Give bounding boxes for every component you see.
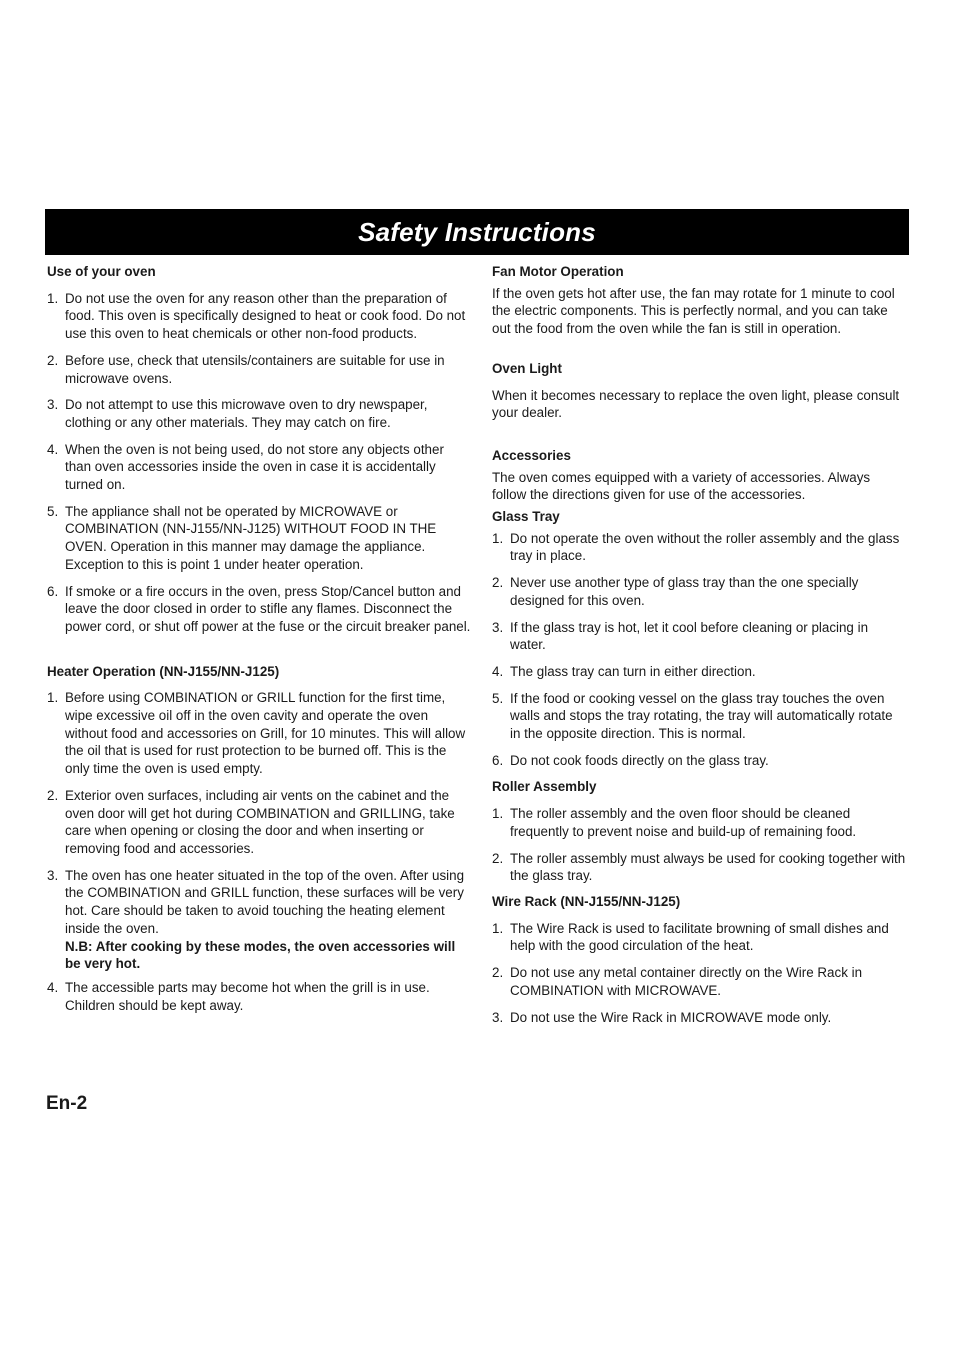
item-text: If smoke or a fire occurs in the oven, press Stop/Cancel button and leave the door closed in order to stifle any flames. Disconnect the power cord, or shut off power at the fuse or the circuit breaker panel. [65, 583, 471, 634]
warning-note: N.B: After cooking by these modes, the oven accessories will be very hot. [65, 938, 456, 972]
item-number: 1. [47, 690, 59, 706]
item-text: The roller assembly must always be used for cooking together with the glass tray. [510, 850, 906, 884]
item-number: 4. [47, 441, 59, 457]
item-number: 1. [492, 920, 504, 936]
list-item [47, 352, 471, 387]
item-number: 2. [492, 575, 504, 591]
list-item [47, 441, 471, 494]
list-item [492, 530, 906, 565]
use-list [47, 290, 471, 636]
light-text: When it becomes necessary to replace the oven light, please consult your dealer. [492, 387, 900, 421]
item-number: 3. [47, 397, 59, 413]
item-number: 4. [492, 663, 504, 679]
item-number: 5. [47, 503, 59, 519]
list-item [492, 752, 906, 770]
list-item [492, 805, 906, 840]
heater-list [47, 689, 471, 1014]
item-number: 1. [47, 290, 59, 306]
item-text: The glass tray can turn in either direction. [510, 663, 756, 679]
page-number: En-2 [46, 1093, 88, 1114]
list-item [492, 964, 906, 999]
section-heading-light: Oven Light [492, 360, 562, 376]
item-number: 1. [492, 530, 504, 546]
item-text: Before using COMBINATION or GRILL function for the first time, wipe excessive oil off in the oven cavity and operate the oven without food and accessories on Grill, for 10 minutes. This will allow the oil that is used for rust protection to be burned off. This is the only time the oven is used empty. [65, 690, 466, 777]
roller-list [492, 805, 906, 885]
item-text: Never use another type of glass tray than the one specially designed for this oven. [510, 575, 859, 608]
section-heading-wire-rack: Wire Rack (NN-J155/NN-J125) [492, 893, 681, 909]
left-column [47, 263, 471, 1014]
item-number: 2. [492, 850, 504, 866]
item-number: 4. [47, 979, 59, 995]
item-number: 3. [47, 867, 59, 883]
item-text: The accessible parts may become hot when the grill is in use. Children should be kept away. [65, 979, 430, 1013]
item-text: The appliance shall not be operated by MICROWAVE or COMBINATION (NN-J155/NN-J125) WITHOUT FOOD IN THE OVEN. Operation in this manner may damage the appliance. Exception to this is point 1 under heater operation. [65, 503, 437, 572]
item-text: Do not attempt to use this microwave oven to dry newspaper, clothing or any other materials. They may catch on fire. [65, 397, 428, 430]
item-text: If the food or cooking vessel on the glass tray touches the oven walls and stops the tray rotating, the tray will automatically rotate in the opposite direction. This is normal. [510, 690, 893, 742]
section-heading-glass-tray: Glass Tray [492, 509, 560, 525]
glass-tray-list [492, 530, 906, 770]
item-number: 2. [492, 965, 504, 981]
fan-text: If the oven gets hot after use, the fan may rotate for 1 minute to cool the electric components. This is perfectly normal, and you can take out the food from the oven while the fan is still in operation. [492, 285, 895, 337]
title-banner [45, 209, 909, 255]
list-item [492, 574, 906, 609]
list-item [492, 663, 906, 681]
item-text: The roller assembly and the oven floor should be cleaned frequently to prevent noise and build-up of remaining food. [510, 806, 857, 839]
item-number: 3. [492, 619, 504, 635]
item-text: Exterior oven surfaces, including air vents on the cabinet and the oven door will get hot during COMBINATION and GRILLING, take care when opening or closing the door and when inserting or removing food and accessories. [65, 787, 455, 856]
list-item [47, 689, 471, 778]
list-item [47, 290, 471, 343]
list-item [47, 867, 471, 973]
item-text: The oven has one heater situated in the top of the oven. After using the COMBINATION and GRILL function, these surfaces will be very hot. Care should be taken to avoid touching the heating element inside the oven. [65, 867, 465, 936]
item-text: Before use, check that utensils/containers are suitable for use in microwave ovens. [65, 352, 445, 386]
section-heading-roller: Roller Assembly [492, 779, 597, 795]
list-item [47, 503, 471, 574]
right-column [492, 263, 906, 1026]
accessories-text: The oven comes equipped with a variety of accessories. Always follow the directions given for use of the accessories. [492, 469, 871, 503]
list-item [492, 1009, 906, 1027]
item-text: The Wire Rack is used to facilitate browning of small dishes and help with the good circulation of the heat. [510, 920, 889, 954]
section-heading-use: Use of your oven [47, 264, 156, 279]
list-item [492, 619, 906, 654]
item-text: Do not use the Wire Rack in MICROWAVE mode only. [510, 1009, 832, 1025]
section-heading-fan: Fan Motor Operation [492, 264, 624, 279]
item-text: If the glass tray is hot, let it cool before cleaning or placing in water. [510, 619, 869, 653]
item-text: Do not cook foods directly on the glass tray. [510, 752, 769, 768]
section-heading-heater: Heater Operation (NN-J155/NN-J125) [47, 663, 280, 679]
item-text: Do not use the oven for any reason other than the preparation of food. This oven is specifically designed to heat or cook food. Do not use this oven to heat chemicals or other non-food products. [65, 290, 466, 342]
item-number: 3. [492, 1009, 504, 1025]
item-text: When the oven is not being used, do not store any objects other than oven accessories inside the oven in case it is accidentally turned on. [65, 441, 444, 493]
wire-rack-list [492, 920, 906, 1027]
item-text: Do not use any metal container directly on the Wire Rack in COMBINATION with MICROWAVE. [510, 965, 863, 998]
item-number: 6. [492, 752, 504, 768]
list-item [47, 396, 471, 431]
section-heading-accessories: Accessories [492, 447, 571, 463]
item-number: 6. [47, 583, 59, 599]
page-title: Safety Instructions [358, 216, 596, 247]
item-number: 2. [47, 352, 59, 368]
item-number: 1. [492, 806, 504, 822]
list-item [492, 920, 906, 955]
list-item [47, 583, 471, 636]
list-item [492, 850, 906, 885]
list-item [47, 979, 471, 1014]
list-item [47, 787, 471, 858]
item-number: 2. [47, 787, 59, 803]
item-number: 5. [492, 690, 504, 706]
item-text: Do not operate the oven without the roller assembly and the glass tray in place. [510, 530, 900, 564]
list-item [492, 690, 906, 743]
